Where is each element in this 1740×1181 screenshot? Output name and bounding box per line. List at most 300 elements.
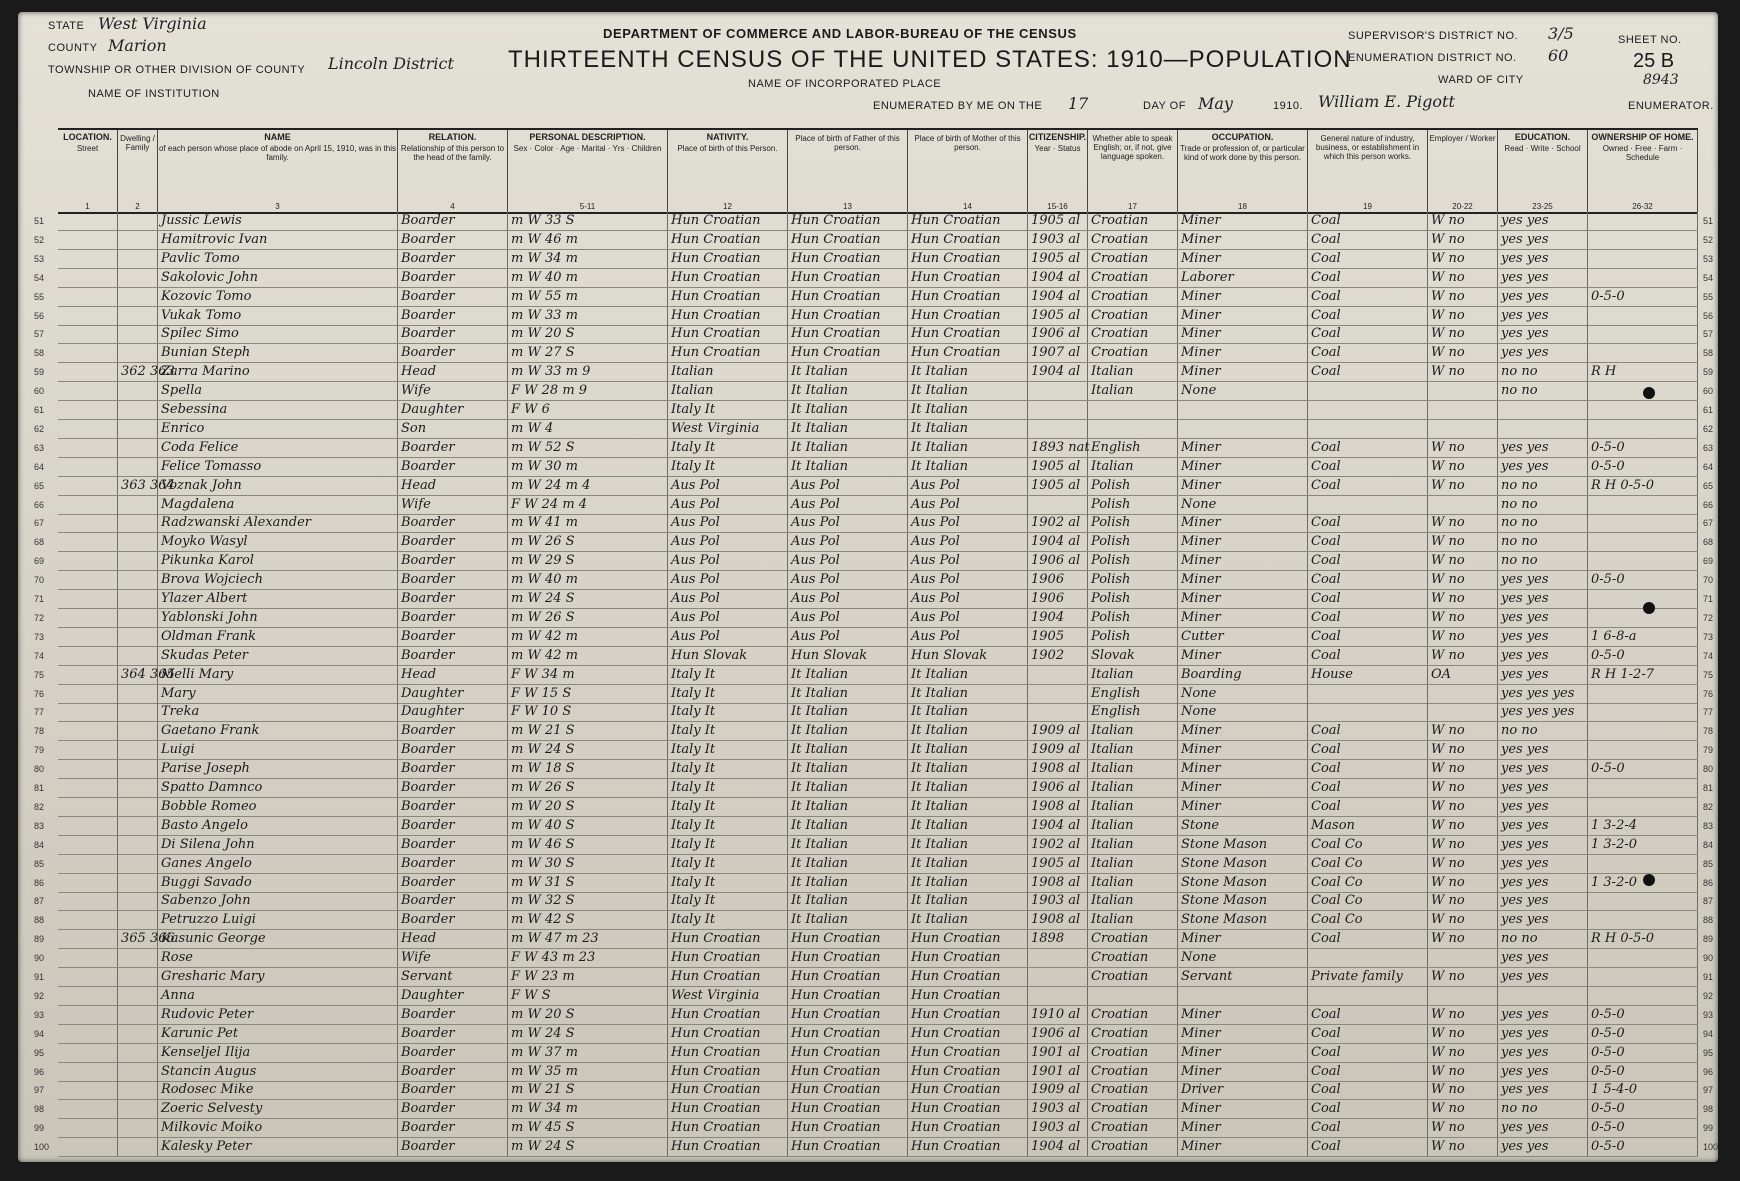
cell-mpob: It Italian: [908, 703, 1028, 721]
cell-citizen: 1906: [1028, 590, 1088, 608]
table-row: [34, 439, 1714, 458]
cell-occ: Miner: [1178, 1138, 1308, 1156]
cell-name: Mary: [158, 685, 398, 703]
cell-street: [58, 401, 118, 419]
cell-ind: Coal: [1308, 514, 1428, 532]
line-number-right: 100: [1703, 1142, 1719, 1153]
column-group: NATIVITY.: [706, 132, 749, 142]
cell-ed: yes yes: [1498, 892, 1588, 910]
cell-mpob: Hun Croatian: [908, 325, 1028, 343]
line-number: 85: [34, 858, 45, 869]
line-number-right: 70: [1703, 575, 1714, 586]
column-number: 19: [1363, 202, 1372, 211]
cell-emp: W no: [1428, 1044, 1498, 1062]
line-number: 62: [34, 423, 45, 434]
cell-lang: English: [1088, 685, 1178, 703]
cell-pob: Aus Pol: [668, 609, 788, 627]
cell-dw: 365 366: [118, 930, 158, 948]
cell-personal: m W 24 S: [508, 590, 668, 608]
cell-street: [58, 250, 118, 268]
cell-name: Bobble Romeo: [158, 798, 398, 816]
cell-rel: Boarder: [398, 571, 508, 589]
cell-occ: Miner: [1178, 609, 1308, 627]
enumerator-name: William E. Pigott: [1318, 92, 1455, 111]
cell-pob: Italy It: [668, 722, 788, 740]
day-of-label: DAY OF: [1143, 100, 1186, 112]
cell-own: 1 6-8-a: [1588, 628, 1698, 646]
cell-fpob: Aus Pol: [788, 533, 908, 551]
cell-pob: Italy It: [668, 703, 788, 721]
line-number-right: 59: [1703, 367, 1714, 378]
cell-personal: m W 20 S: [508, 798, 668, 816]
column-number: 2: [135, 202, 140, 211]
cell-own: 0-5-0: [1588, 1119, 1698, 1137]
cell-rel: Boarder: [398, 307, 508, 325]
cell-ed: yes yes: [1498, 911, 1588, 929]
table-row: [34, 1081, 1714, 1100]
line-number-right: 89: [1703, 934, 1714, 945]
line-number-right: 55: [1703, 291, 1714, 302]
cell-personal: F W 24 m 4: [508, 496, 668, 514]
cell-pob: Aus Pol: [668, 628, 788, 646]
cell-ed: yes yes: [1498, 1138, 1588, 1156]
cell-mpob: Aus Pol: [908, 609, 1028, 627]
cell-street: [58, 420, 118, 438]
cell-ind: Coal Co: [1308, 892, 1428, 910]
line-number: 60: [34, 386, 45, 397]
cell-ind: Coal: [1308, 571, 1428, 589]
cell-occ: Miner: [1178, 741, 1308, 759]
line-number: 59: [34, 367, 45, 378]
line-number-right: 56: [1703, 310, 1714, 321]
cell-lang: Italian: [1088, 722, 1178, 740]
cell-pob: Hun Croatian: [668, 1119, 788, 1137]
cell-rel: Boarder: [398, 288, 508, 306]
column-header: [158, 130, 398, 212]
cell-occ: Miner: [1178, 1100, 1308, 1118]
cell-pob: West Virginia: [668, 420, 788, 438]
cell-personal: m W 26 S: [508, 609, 668, 627]
cell-personal: m W 32 S: [508, 892, 668, 910]
cell-lang: Croatian: [1088, 288, 1178, 306]
table-row: [34, 798, 1714, 817]
cell-citizen: 1906: [1028, 571, 1088, 589]
cell-rel: Boarder: [398, 647, 508, 665]
line-number-right: 84: [1703, 839, 1714, 850]
line-number: 69: [34, 556, 45, 567]
line-number-right: 93: [1703, 1009, 1714, 1020]
cell-dw: [118, 1138, 158, 1156]
cell-own: [1588, 212, 1698, 230]
column-label: Place of birth of Mother of this person.: [914, 134, 1021, 152]
ward-label: WARD OF CITY: [1438, 74, 1524, 86]
cell-rel: Boarder: [398, 458, 508, 476]
cell-emp: [1428, 496, 1498, 514]
cell-personal: F W 10 S: [508, 703, 668, 721]
cell-personal: m W 47 m 23: [508, 930, 668, 948]
cell-rel: Boarder: [398, 1006, 508, 1024]
cell-ind: Coal: [1308, 1044, 1428, 1062]
line-number: 71: [34, 594, 45, 604]
table-row: [34, 760, 1714, 779]
column-label: Employer / Worker: [1429, 134, 1496, 143]
cell-fpob: Aus Pol: [788, 571, 908, 589]
cell-lang: Italian: [1088, 363, 1178, 381]
cell-name: Skudas Peter: [158, 647, 398, 665]
cell-citizen: [1028, 401, 1088, 419]
cell-personal: m W 46 m: [508, 231, 668, 249]
cell-fpob: Hun Croatian: [788, 1100, 908, 1118]
line-number: 84: [34, 839, 45, 850]
cell-mpob: Hun Croatian: [908, 269, 1028, 287]
cell-fpob: It Italian: [788, 363, 908, 381]
cell-street: [58, 930, 118, 948]
cell-mpob: It Italian: [908, 855, 1028, 873]
column-header: [668, 130, 788, 212]
column-group: CITIZENSHIP.: [1028, 132, 1087, 142]
cell-rel: Boarder: [398, 250, 508, 268]
cell-occ: Miner: [1178, 647, 1308, 665]
institution-label: NAME OF INSTITUTION: [88, 88, 220, 100]
cell-occ: Miner: [1178, 250, 1308, 268]
cell-mpob: It Italian: [908, 779, 1028, 797]
cell-rel: Boarder: [398, 836, 508, 854]
column-header: [1588, 130, 1698, 212]
cell-street: [58, 552, 118, 570]
sheet-label: SHEET NO.: [1618, 34, 1682, 46]
table-row: [34, 458, 1714, 477]
cell-pob: Italy It: [668, 401, 788, 419]
cell-fpob: It Italian: [788, 874, 908, 892]
cell-dw: [118, 1081, 158, 1099]
cell-lang: [1088, 401, 1178, 419]
line-number: 96: [34, 1066, 45, 1077]
line-number: 75: [34, 669, 45, 680]
cell-street: [58, 496, 118, 514]
cell-pob: Hun Croatian: [668, 1100, 788, 1118]
cell-pob: Italy It: [668, 836, 788, 854]
line-number: 54: [34, 272, 45, 283]
cell-pob: Aus Pol: [668, 552, 788, 570]
cell-citizen: 1908 al: [1028, 760, 1088, 778]
column-group: RELATION.: [428, 132, 477, 142]
cell-ind: Coal: [1308, 212, 1428, 230]
cell-pob: Italy It: [668, 439, 788, 457]
column-number: 26-32: [1632, 202, 1653, 211]
table-row: [34, 307, 1714, 326]
cell-rel: Boarder: [398, 514, 508, 532]
cell-ed: yes yes: [1498, 874, 1588, 892]
cell-mpob: It Italian: [908, 420, 1028, 438]
cell-own: [1588, 533, 1698, 551]
cell-pob: Hun Croatian: [668, 307, 788, 325]
enumerator-label: ENUMERATOR.: [1628, 100, 1714, 112]
cell-occ: Stone Mason: [1178, 874, 1308, 892]
cell-rel: Boarder: [398, 628, 508, 646]
cell-own: [1588, 231, 1698, 249]
cell-street: [58, 1081, 118, 1099]
cell-name: Basto Angelo: [158, 817, 398, 835]
cell-ed: yes yes: [1498, 231, 1588, 249]
cell-personal: F W S: [508, 987, 668, 1005]
cell-name: Parise Joseph: [158, 760, 398, 778]
cell-personal: m W 40 m: [508, 269, 668, 287]
cell-rel: Daughter: [398, 685, 508, 703]
cell-dw: [118, 307, 158, 325]
cell-emp: W no: [1428, 798, 1498, 816]
cell-emp: W no: [1428, 1100, 1498, 1118]
cell-name: Pikunka Karol: [158, 552, 398, 570]
cell-own: 0-5-0: [1588, 571, 1698, 589]
cell-dw: [118, 590, 158, 608]
cell-own: [1588, 911, 1698, 929]
cell-emp: W no: [1428, 269, 1498, 287]
cell-occ: Miner: [1178, 439, 1308, 457]
line-number: 73: [34, 631, 45, 642]
line-number: 94: [34, 1028, 45, 1039]
cell-lang: Polish: [1088, 609, 1178, 627]
cell-citizen: 1902 al: [1028, 836, 1088, 854]
cell-dw: [118, 533, 158, 551]
cell-ind: Coal: [1308, 628, 1428, 646]
table-row: [34, 930, 1714, 949]
cell-lang: Polish: [1088, 571, 1178, 589]
cell-lang: Croatian: [1088, 344, 1178, 362]
cell-fpob: Hun Croatian: [788, 269, 908, 287]
cell-citizen: 1908 al: [1028, 911, 1088, 929]
cell-personal: m W 20 S: [508, 1006, 668, 1024]
cell-street: [58, 439, 118, 457]
cell-rel: Boarder: [398, 269, 508, 287]
column-label: Sex · Color · Age · Marital · Yrs · Children: [513, 144, 662, 153]
cell-ind: Coal: [1308, 344, 1428, 362]
cell-dw: [118, 911, 158, 929]
line-number: 78: [34, 726, 45, 737]
cell-mpob: Aus Pol: [908, 477, 1028, 495]
cell-mpob: Aus Pol: [908, 628, 1028, 646]
cell-emp: [1428, 685, 1498, 703]
cell-name: Spilec Simo: [158, 325, 398, 343]
line-number-right: 82: [1703, 801, 1714, 812]
cell-street: [58, 477, 118, 495]
cell-street: [58, 1006, 118, 1024]
cell-rel: Boarder: [398, 344, 508, 362]
line-number: 61: [34, 405, 45, 415]
cell-pob: Hun Croatian: [668, 212, 788, 230]
cell-street: [58, 458, 118, 476]
cell-pob: Hun Croatian: [668, 930, 788, 948]
cell-ind: [1308, 401, 1428, 419]
cell-occ: Stone Mason: [1178, 911, 1308, 929]
cell-lang: Slovak: [1088, 647, 1178, 665]
cell-ind: Coal: [1308, 590, 1428, 608]
cell-occ: Miner: [1178, 1006, 1308, 1024]
line-number: 90: [34, 953, 45, 964]
cell-citizen: [1028, 382, 1088, 400]
cell-dw: [118, 722, 158, 740]
cell-dw: [118, 609, 158, 627]
cell-fpob: Hun Croatian: [788, 930, 908, 948]
cell-street: [58, 741, 118, 759]
cell-lang: Croatian: [1088, 212, 1178, 230]
cell-ind: Coal: [1308, 722, 1428, 740]
cell-mpob: Hun Croatian: [908, 250, 1028, 268]
cell-occ: Miner: [1178, 458, 1308, 476]
cell-name: Enrico: [158, 420, 398, 438]
cell-pob: Hun Croatian: [668, 1138, 788, 1156]
table-row: [34, 1119, 1714, 1138]
cell-own: 0-5-0: [1588, 458, 1698, 476]
township-value: Lincoln District: [328, 54, 454, 73]
cell-citizen: 1904 al: [1028, 288, 1088, 306]
cell-citizen: 1906 al: [1028, 1025, 1088, 1043]
line-number-right: 66: [1703, 499, 1714, 510]
line-number-right: 60: [1703, 386, 1714, 397]
table-row: [34, 779, 1714, 798]
cell-citizen: 1910 al: [1028, 1006, 1088, 1024]
cell-street: [58, 514, 118, 532]
cell-citizen: 1909 al: [1028, 741, 1088, 759]
cell-dw: [118, 968, 158, 986]
cell-citizen: 1905: [1028, 628, 1088, 646]
cell-occ: Miner: [1178, 930, 1308, 948]
cell-pob: Hun Croatian: [668, 250, 788, 268]
cell-street: [58, 911, 118, 929]
cell-emp: W no: [1428, 874, 1498, 892]
enumerated-day: 17: [1068, 94, 1089, 113]
cell-rel: Boarder: [398, 439, 508, 457]
cell-rel: Boarder: [398, 1044, 508, 1062]
table-row: [34, 1006, 1714, 1025]
cell-lang: Polish: [1088, 533, 1178, 551]
cell-ind: Coal: [1308, 363, 1428, 381]
cell-street: [58, 307, 118, 325]
table-row: [34, 892, 1714, 911]
cell-fpob: Hun Croatian: [788, 987, 908, 1005]
column-group: OCCUPATION.: [1211, 132, 1274, 142]
line-number: 81: [34, 783, 45, 793]
cell-ind: Coal: [1308, 458, 1428, 476]
cell-personal: F W 15 S: [508, 685, 668, 703]
column-group: NAME: [264, 132, 291, 142]
cell-mpob: Hun Croatian: [908, 307, 1028, 325]
stamp-number: 8943: [1643, 72, 1679, 88]
cell-dw: 363 364: [118, 477, 158, 495]
cell-rel: Boarder: [398, 1081, 508, 1099]
line-number: 56: [34, 310, 45, 321]
cell-own: [1588, 987, 1698, 1005]
cell-occ: Miner: [1178, 1044, 1308, 1062]
cell-own: [1588, 552, 1698, 570]
cell-fpob: It Italian: [788, 855, 908, 873]
line-number: 83: [34, 820, 45, 831]
column-header: [1178, 130, 1308, 212]
cell-pob: Hun Croatian: [668, 269, 788, 287]
cell-occ: None: [1178, 685, 1308, 703]
cell-name: Petruzzo Luigi: [158, 911, 398, 929]
cell-ed: yes yes: [1498, 949, 1588, 967]
cell-citizen: [1028, 685, 1088, 703]
cell-street: [58, 344, 118, 362]
column-number: 17: [1128, 202, 1137, 211]
cell-own: 1 3-2-0: [1588, 836, 1698, 854]
cell-citizen: 1901 al: [1028, 1044, 1088, 1062]
cell-ind: Coal: [1308, 1006, 1428, 1024]
supervisor-label: SUPERVISOR'S DISTRICT NO.: [1348, 30, 1519, 42]
cell-emp: W no: [1428, 250, 1498, 268]
state-value: West Virginia: [98, 14, 207, 33]
cell-fpob: Aus Pol: [788, 552, 908, 570]
cell-emp: W no: [1428, 212, 1498, 230]
column-header: [1428, 130, 1498, 212]
cell-dw: [118, 344, 158, 362]
cell-name: Felice Tomasso: [158, 458, 398, 476]
cell-pob: Hun Croatian: [668, 344, 788, 362]
cell-ind: Coal: [1308, 477, 1428, 495]
cell-rel: Daughter: [398, 987, 508, 1005]
cell-occ: Miner: [1178, 325, 1308, 343]
cell-ed: yes yes: [1498, 666, 1588, 684]
cell-name: Gresharic Mary: [158, 968, 398, 986]
cell-fpob: Hun Croatian: [788, 1119, 908, 1137]
cell-dw: [118, 325, 158, 343]
cell-citizen: [1028, 666, 1088, 684]
line-number: 80: [34, 764, 45, 775]
cell-pob: Hun Croatian: [668, 968, 788, 986]
cell-ind: Coal Co: [1308, 855, 1428, 873]
cell-ed: yes yes: [1498, 288, 1588, 306]
cell-pob: Hun Croatian: [668, 288, 788, 306]
cell-lang: Croatian: [1088, 1100, 1178, 1118]
cell-ind: Coal: [1308, 1138, 1428, 1156]
cell-dw: [118, 1119, 158, 1137]
cell-occ: Servant: [1178, 968, 1308, 986]
cell-rel: Boarder: [398, 1025, 508, 1043]
cell-emp: W no: [1428, 514, 1498, 532]
cell-name: Karunic Pet: [158, 1025, 398, 1043]
cell-occ: Laborer: [1178, 269, 1308, 287]
line-number-right: 71: [1703, 594, 1714, 604]
cell-ind: Coal: [1308, 307, 1428, 325]
table-row: [34, 666, 1714, 685]
cell-own: R H 0-5-0: [1588, 477, 1698, 495]
cell-emp: [1428, 949, 1498, 967]
cell-street: [58, 817, 118, 835]
cell-ed: no no: [1498, 533, 1588, 551]
line-number: 51: [34, 216, 45, 226]
cell-lang: Croatian: [1088, 1006, 1178, 1024]
cell-citizen: 1905 al: [1028, 307, 1088, 325]
cell-street: [58, 1025, 118, 1043]
cell-name: Anna: [158, 987, 398, 1005]
cell-dw: [118, 1100, 158, 1118]
cell-lang: Italian: [1088, 855, 1178, 873]
line-number-right: 88: [1703, 915, 1714, 926]
cell-citizen: 1893 nat: [1028, 439, 1088, 457]
cell-lang: Italian: [1088, 798, 1178, 816]
cell-lang: Italian: [1088, 779, 1178, 797]
cell-street: [58, 647, 118, 665]
cell-name: Zoeric Selvesty: [158, 1100, 398, 1118]
cell-name: Rudovic Peter: [158, 1006, 398, 1024]
cell-fpob: Hun Croatian: [788, 250, 908, 268]
line-number-right: 79: [1703, 745, 1714, 756]
line-number: 55: [34, 291, 45, 302]
line-number: 58: [34, 348, 45, 359]
cell-dw: [118, 514, 158, 532]
cell-ind: Coal: [1308, 231, 1428, 249]
cell-name: Jussic Lewis: [158, 212, 398, 230]
